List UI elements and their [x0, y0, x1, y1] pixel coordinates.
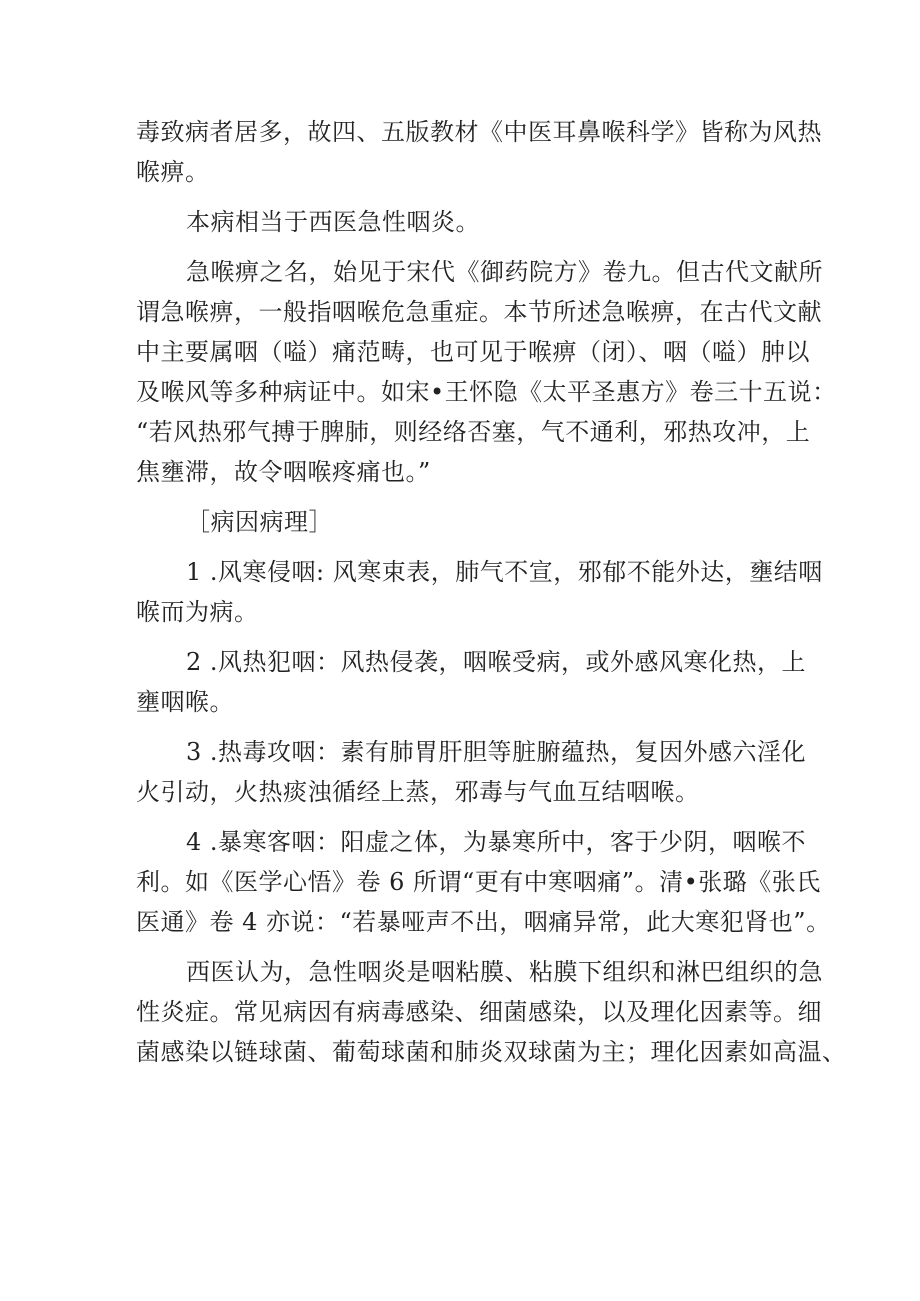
paragraph-line: 毒致病者居多，故四、五版教材《中医耳鼻喉科学》皆称为风热 [136, 118, 822, 146]
paragraph-line: 火引动，火热痰浊循经上蒸，邪毒与气血互结咽喉。 [136, 778, 700, 806]
paragraph-line: 4 .暴寒客咽：阳虚之体，为暴寒所中，客于少阴，咽喉不 [186, 828, 807, 856]
paragraph-line: 利。如《医学心悟》卷 6 所谓“更有中寒咽痛”。清•张璐《张氏 [136, 868, 821, 896]
document-body-text [136, 112, 847, 1072]
paragraph-line: 喉痹。 [136, 158, 210, 186]
paragraph-line: 西医认为，急性咽炎是咽粘膜、粘膜下组织和淋巴组织的急 [186, 958, 823, 986]
paragraph-line: 性炎症。常见病因有病毒感染、细菌感染，以及理化因素等。细 [136, 998, 822, 1026]
paragraph-line: 2 .风热犯咽：风热侵袭，咽喉受病，或外感风寒化热，上 [186, 648, 807, 676]
paragraph-line: 谓急喉痹，一般指咽喉危急重症。本节所述急喉痹，在古代文献 [136, 298, 822, 326]
paragraph-line: 菌感染以链球菌、葡萄球菌和肺炎双球菌为主；理化因素如高温、 [136, 1038, 847, 1066]
paragraph-line: 中主要属咽（嗌）痛范畴，也可见于喉痹（闭）、咽（嗌）肿以 [136, 338, 810, 366]
paragraph-line: 壅咽喉。 [136, 688, 234, 716]
section-heading: ［病因病理］ [186, 508, 333, 536]
paragraph-line: 本病相当于西医急性咽炎。 [186, 208, 480, 236]
paragraph-line: 喉而为病。 [136, 598, 259, 626]
paragraph-line: 1 .风寒侵咽: 风寒束表，肺气不宣，邪郁不能外达，壅结咽 [186, 558, 823, 586]
paragraph-line: “若风热邪气搏于脾肺，则经络否塞，气不通利，邪热攻冲，上 [136, 418, 811, 446]
paragraph-line: 3 .热毒攻咽：素有肺胃肝胆等脏腑蕴热，复因外感六淫化 [186, 738, 807, 766]
paragraph-line: 医通》卷 4 亦说：“若暴哑声不出，咽痛异常，此大寒犯肾也”。 [136, 908, 831, 936]
paragraph-line: 及喉风等多种病证中。如宋•王怀隐《太平圣惠方》卷三十五说： [136, 378, 837, 406]
paragraph-line: 急喉痹之名，始见于宋代《御药院方》卷九。但古代文献所 [186, 258, 823, 286]
paragraph-line: 焦壅滞，故令咽喉疼痛也。” [136, 458, 431, 486]
